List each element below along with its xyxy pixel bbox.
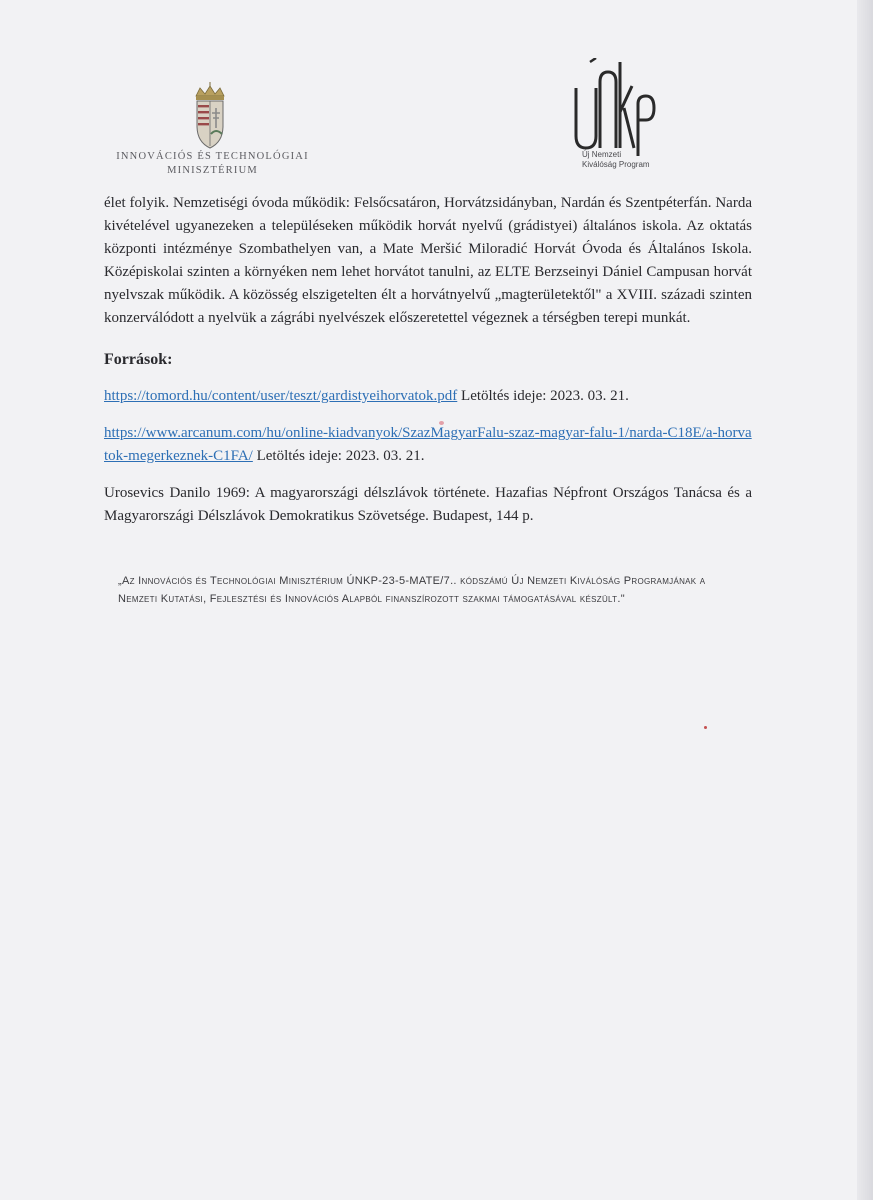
ministry-name: INNOVÁCIÓS ÉS TECHNOLÓGIAI MINISZTÉRIUM (116, 151, 309, 176)
source-accessed-2: Letöltés ideje: 2023. 03. 21. (256, 448, 425, 464)
sources-heading: Források: (104, 351, 173, 368)
source-accessed-1: Letöltés ideje: 2023. 03. 21. (461, 388, 629, 404)
bibliography-reference: Urosevics Danilo 1969: A magyarországi délszlávok története. Hazafias Népfront Országos Tanácsa és a Magyarországi Délszlávok Demokratikus Szövetsége. Budapest, 144 p. (104, 485, 752, 524)
scan-speck (704, 726, 707, 729)
coat-of-arms-logo (160, 82, 260, 152)
source-item (104, 385, 752, 408)
funding-acknowledgement: „Az Innovációs és Technológiai Minisztérium ÚNKP-23-5-MATE/7.. kódszámú Új Nemzeti Kiválóság Programjának a Nemzeti Kutatási, Fejlesztési és Innovációs Alapból finanszírozott szakmai támogatásával készült." (118, 575, 706, 605)
source-link-1[interactable]: https://tomord.hu/content/user/teszt/gardistyeihorvatok.pdf (104, 388, 458, 404)
page-header (0, 0, 873, 190)
unkp-line-1: Új Nemzeti (582, 150, 622, 159)
unkp-program-name (582, 150, 702, 170)
unkp-logo (566, 58, 656, 156)
body-paragraph: élet folyik. Nemzetiségi óvoda működik: Felsőcsatáron, Horvátzsidányban, Nardán és Szentpéterfán. Narda kivételével ugyanezeken a településeken működik horvát nyelvű (grádistyei) általános iskola. Az oktatás központi intézménye Szombathelyen van, a Mate Meršić Miloradić Horvát Óvoda és Általános Iskola. Középiskolai szinten a környéken nem lehet horvátot tanulni, az ELTE Berzseinyi Dániel Campusan horvát nyelvszak működik. A közösség elszigetelten élt a horvátnyelvű „magterületektől" a XVIII. századi szinten konzerválódott a nyelvük a zágrábi nyelvészek előszeretettel végeznek a térségben terepi munkát. (104, 195, 752, 326)
unkp-line-2: Kiválóság Program (582, 160, 650, 169)
source-link-2[interactable]: https://www.arcanum.com/hu/online-kiadvanyok/SzazMagyarFalu-szaz-magyar-falu-1/narda-C18E/a-horvatok-megerkeznek-C1FA/ (104, 425, 752, 464)
scan-speck (439, 421, 444, 425)
document-body (104, 192, 752, 528)
source-item (104, 422, 752, 468)
